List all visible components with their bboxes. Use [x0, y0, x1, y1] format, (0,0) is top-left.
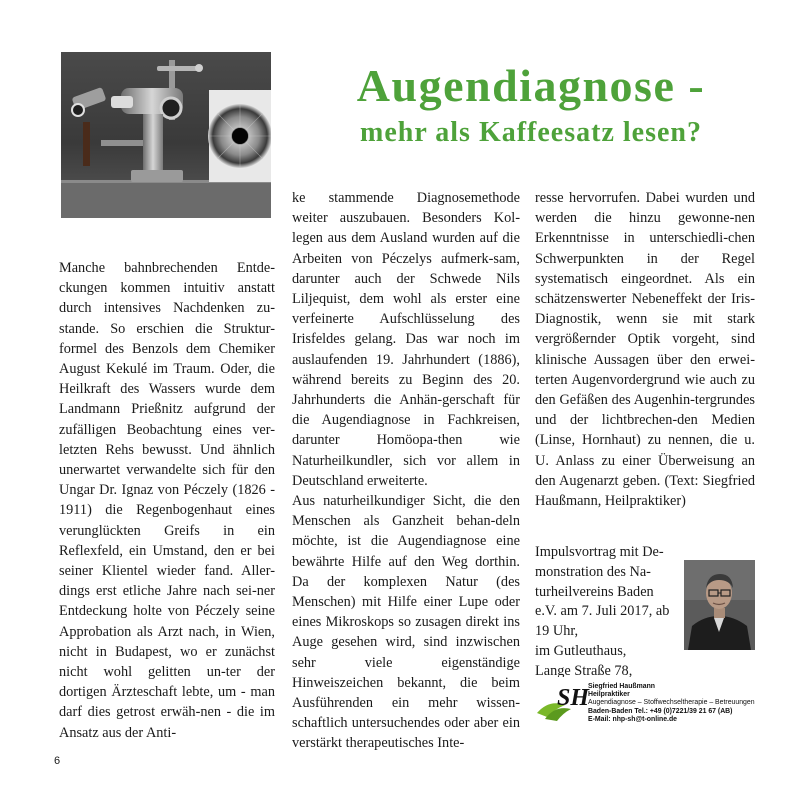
business-services: Augendiagnose – Stoffwechseltherapie – Betreuungen	[588, 699, 755, 707]
event-line: im Gutleuthaus,	[535, 642, 627, 659]
logo-letters: SH	[557, 685, 590, 711]
article-column-3	[535, 188, 755, 511]
column-3-text: resse hervorrufen. Dabei wurden und werden die hinzu gewonne-nen Erkenntnisse in unterschiedli-chen Schwerpunkten in der Regel systematisch eingeordnet. Als ein schätzenswerter Nebeneffekt der Iris-Diagnostik, wenn sie mit stark vergrößernder Optik vorgeht, sind klinische Aussagen über den erwei-terten Augenvordergrund wie auch zu den Gefäßen des Augenhin-tergrundes und der lichtbrechen-den Medien (Linse, Hornhaut) zu nennen, die u. U. Anlass zu einer Überweisung an den Augenarzt geben. (Text: Siegfried Haußmann, Heilpraktiker)	[535, 190, 755, 510]
event-line: e.V. am 7. Juli 2017, ab	[535, 603, 670, 620]
business-address: Baden-Baden Tel.: +49 (0)7221/39 21 67 (AB)	[588, 707, 733, 715]
article-title-line2: mehr als Kaffeesatz lesen?	[360, 117, 702, 149]
author-portrait	[684, 560, 755, 650]
article-column-1	[59, 258, 275, 743]
event-line: monstration des Na-	[535, 563, 651, 580]
event-line: Impulsvortrag mit De-	[535, 544, 664, 560]
column-2-paragraph-2: Aus naturheilkundiger Sicht, die den Menschen als Ganzheit behan-deln möchte, ist die Augendiagnose eine bewährte Hilfe auf den Weg dorthin. Da der komplexen Natur (des Menschen) mit Hilfe einer Lupe oder eines Mikroskops so zusagen direkt ins Auge gesehen wird, sind inzwischen sehr viele eigenständige Hinweiszeichen bekannt, die beim Ausführenden ein mehr wissen-schaftlich untersuchendes oder aber ein verstärkt therapeutisches Inte-	[292, 493, 520, 752]
event-line: Lange Straße 78,	[535, 662, 633, 677]
page-number: 6	[54, 755, 61, 767]
business-card	[535, 683, 775, 729]
iris-microscope-photo	[61, 52, 271, 218]
article-title-line1: Augendiagnose -	[356, 60, 706, 111]
event-line: 19 Uhr,	[535, 623, 579, 640]
business-email: E-Mail: nhp-sh@t-online.de	[588, 715, 678, 723]
event-announcement	[535, 543, 675, 677]
column-1-text: Manche bahnbrechenden Entde-ckungen kommen intuitiv anstatt durch intensives Nachdenken zu-stande. So erschien die Struktur-formel des Benzols dem Chemiker August Kekulé im Traum. Oder, die Heilkraft des Wassers wurde dem Landmann Prießnitz aufgrund der zufälligen Beobachtung eines ver-letzten Rehs bewusst. Und ähnlich unerwartet verwandelte sich für den Ungar Dr. Ignaz von Péczely (1826 - 1911) die Regenbogenhaut eines verunglückten Greifs in ein Reflexfeld, ein Umstand, den er bei seiner Klientel wieder fand. Aller-dings erst etliche Jahre nach sei-ner Entdeckung holte von Péczely seine Approbation als Arzt nach, in Wien, nicht in Budapest, wo er zunächst nicht wohl gelitten un-ter der dortigen Ärzteschaft lebte, um - man darf dies getrost erwäh-nen - die im Ansatz aus der Anti-	[59, 260, 275, 741]
article-column-2	[292, 188, 520, 754]
business-role: Heilpraktiker	[588, 691, 630, 699]
business-info	[588, 683, 778, 724]
column-2-paragraph-1: ke stammende Diagnosemethode weiter auszubauen. Besonders Kol-legen aus dem Ausland wurden auf die Arbeiten von Péczelys aufmerk-sam, darunter auch der Schwede Nils Liljequist, dem wohl als erster eine verfeinerte Aufschlüsselung des Irisfeldes gelang. Das war noch im auslaufenden 19. Jahrhundert (1886), während bereits zu Beginn des 20. Jahrhunderts die Anhän-gerschaft für die Augendiagnose in Fachkreisen, darunter Homöopa-then wie Naturheilkundler, sich vor allem in Deutschland erweiterte.	[292, 190, 520, 489]
business-name: Siegfried Haußmann	[588, 683, 656, 690]
article-title	[296, 62, 766, 148]
event-line: turheilvereins Baden	[535, 583, 654, 600]
sh-logo-icon	[535, 683, 591, 725]
